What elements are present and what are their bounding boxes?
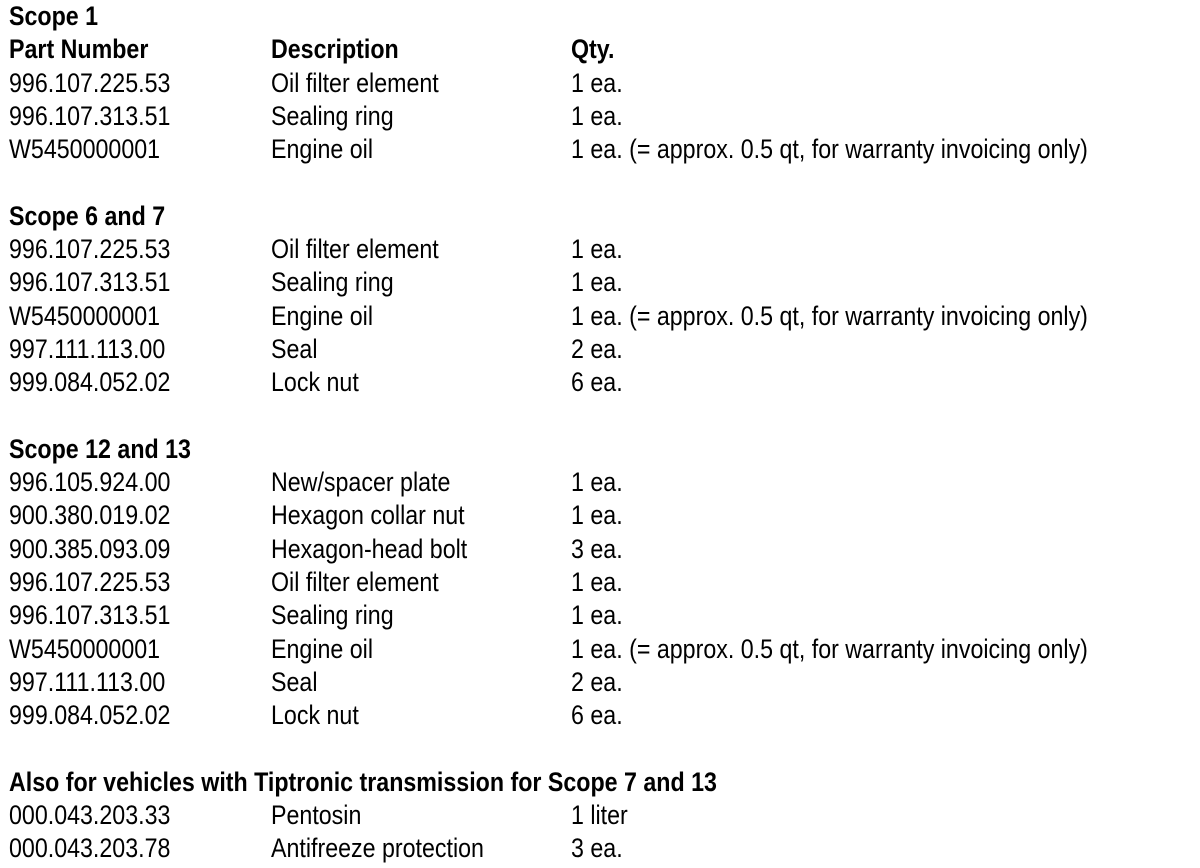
part-number: 996.107.225.53 <box>9 567 171 598</box>
part-number: 996.107.313.51 <box>9 600 171 631</box>
parts-list-document <box>9 0 1194 866</box>
section-title: Scope 1 <box>9 1 99 31</box>
table-row <box>9 799 1194 832</box>
quantity-header: Qty. <box>571 34 615 65</box>
description: Seal <box>271 666 318 697</box>
quantity: 1 ea. <box>571 234 623 265</box>
description: Oil filter element <box>271 67 439 98</box>
quantity: 2 ea. <box>571 666 623 697</box>
table-row <box>9 699 1194 732</box>
description: Pentosin <box>271 800 362 831</box>
section-spacer <box>9 166 1194 199</box>
table-row <box>9 533 1194 566</box>
section-tiptronic <box>9 766 1194 866</box>
part-number: 000.043.203.78 <box>9 833 171 864</box>
part-number: 999.084.052.02 <box>9 700 171 731</box>
part-number: 997.111.113.00 <box>9 333 166 364</box>
description: Lock nut <box>271 367 359 398</box>
quantity: 1 ea. (= approx. 0.5 qt, for warranty invoicing only) <box>571 633 1088 664</box>
section-spacer <box>9 400 1194 433</box>
part-number-header: Part Number <box>9 34 149 65</box>
quantity: 1 ea. (= approx. 0.5 qt, for warranty invoicing only) <box>571 134 1088 165</box>
quantity: 1 ea. (= approx. 0.5 qt, for warranty invoicing only) <box>571 300 1088 331</box>
table-row <box>9 633 1194 666</box>
quantity: 1 ea. <box>571 267 623 298</box>
description: New/spacer plate <box>271 467 451 498</box>
description: Seal <box>271 333 318 364</box>
table-row <box>9 266 1194 299</box>
part-number: 996.107.313.51 <box>9 100 171 131</box>
table-row <box>9 233 1194 266</box>
table-row <box>9 100 1194 133</box>
description-header: Description <box>271 34 399 65</box>
part-number: 900.385.093.09 <box>9 533 171 564</box>
section-title: Scope 12 and 13 <box>9 433 191 464</box>
quantity: 6 ea. <box>571 367 623 398</box>
description: Engine oil <box>271 633 373 664</box>
part-number: 996.107.225.53 <box>9 67 171 98</box>
section-scope-1 <box>9 0 1194 166</box>
quantity: 3 ea. <box>571 533 623 564</box>
quantity: 1 ea. <box>571 67 623 98</box>
description: Lock nut <box>271 700 359 731</box>
section-spacer <box>9 733 1194 766</box>
part-number: W5450000001 <box>9 134 161 165</box>
table-row <box>9 466 1194 499</box>
table-row <box>9 133 1194 166</box>
part-number: 000.043.203.33 <box>9 800 171 831</box>
quantity: 1 liter <box>571 800 628 831</box>
table-row <box>9 366 1194 399</box>
table-row <box>9 67 1194 100</box>
table-row <box>9 666 1194 699</box>
part-number: 900.380.019.02 <box>9 500 171 531</box>
part-number: W5450000001 <box>9 300 161 331</box>
section-title: Scope 6 and 7 <box>9 200 166 231</box>
description: Oil filter element <box>271 234 439 265</box>
description: Sealing ring <box>271 267 394 298</box>
quantity: 2 ea. <box>571 333 623 364</box>
description: Sealing ring <box>271 100 394 131</box>
description: Engine oil <box>271 300 373 331</box>
quantity: 1 ea. <box>571 500 623 531</box>
description: Sealing ring <box>271 600 394 631</box>
quantity: 1 ea. <box>571 100 623 131</box>
part-number: 999.084.052.02 <box>9 367 171 398</box>
quantity: 1 ea. <box>571 467 623 498</box>
section-title: Also for vehicles with Tiptronic transmission for Scope 7 and 13 <box>9 766 717 797</box>
part-number: 996.105.924.00 <box>9 467 171 498</box>
table-row <box>9 333 1194 366</box>
section-scope-12-and-13 <box>9 433 1194 733</box>
table-row <box>9 832 1194 865</box>
part-number: W5450000001 <box>9 633 161 664</box>
part-number: 996.107.313.51 <box>9 267 171 298</box>
description: Hexagon collar nut <box>271 500 465 531</box>
column-headers <box>9 33 1194 66</box>
section-scope-6-and-7 <box>9 200 1194 400</box>
part-number: 997.111.113.00 <box>9 666 166 697</box>
quantity: 1 ea. <box>571 567 623 598</box>
part-number: 996.107.225.53 <box>9 234 171 265</box>
quantity: 1 ea. <box>571 600 623 631</box>
quantity: 6 ea. <box>571 700 623 731</box>
description: Hexagon-head bolt <box>271 533 468 564</box>
quantity: 3 ea. <box>571 833 623 864</box>
description: Antifreeze protection <box>271 833 484 864</box>
table-row <box>9 599 1194 632</box>
description: Engine oil <box>271 134 373 165</box>
table-row <box>9 499 1194 532</box>
description: Oil filter element <box>271 567 439 598</box>
table-row <box>9 300 1194 333</box>
table-row <box>9 566 1194 599</box>
